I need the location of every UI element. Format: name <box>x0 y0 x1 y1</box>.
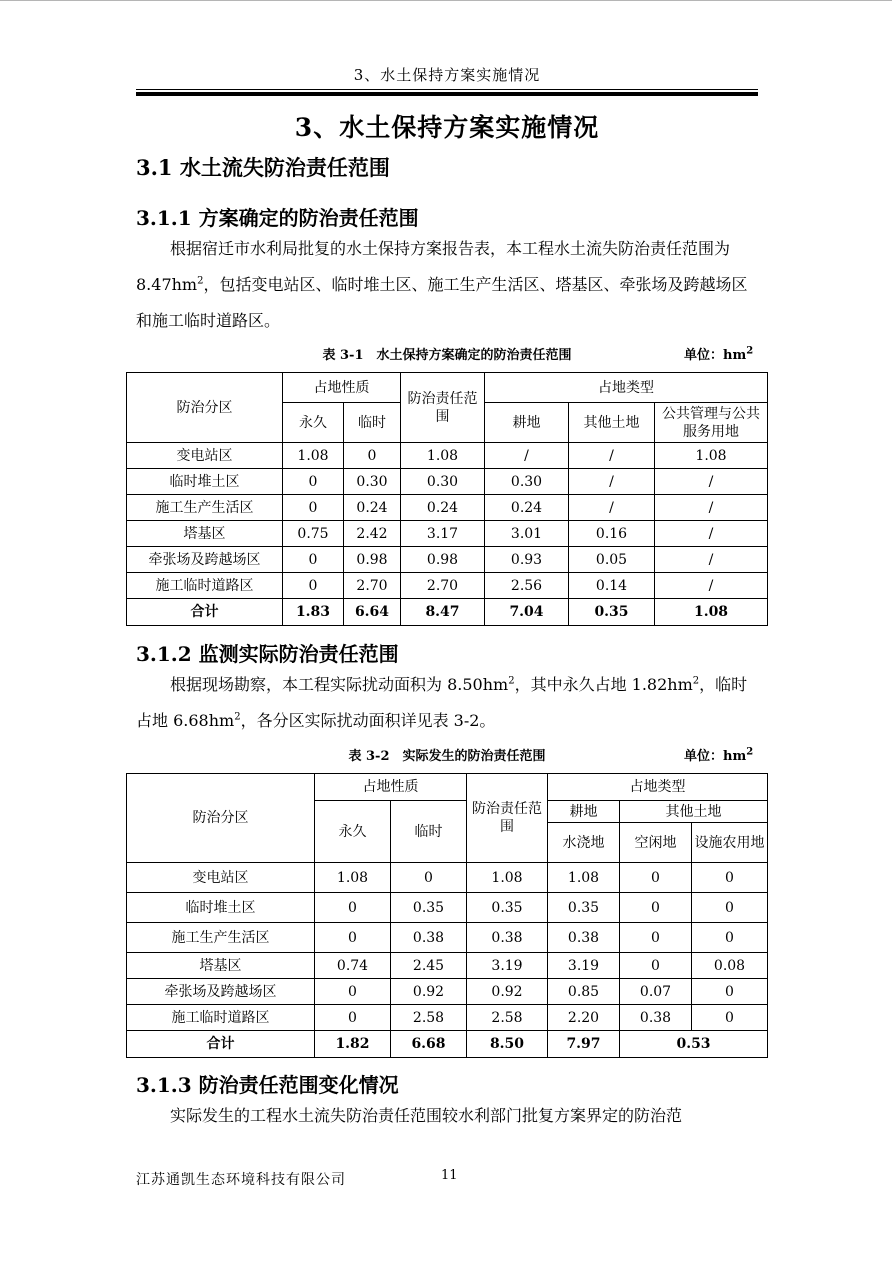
table-row <box>127 893 768 923</box>
header-cell: 耕地 <box>485 403 569 443</box>
table-cell: 0 <box>391 863 467 893</box>
table-cell: 0.53 <box>620 1031 768 1058</box>
paragraph-text: ，包括变电站区、临时堆土区、施工生产生活区、塔基区、牵张场及跨越场区和施工临时道路区。 <box>136 275 748 330</box>
table-cell: 0 <box>315 893 391 923</box>
table-1-unit <box>684 344 753 363</box>
header-cell: 公共管理与公共服务用地 <box>655 403 768 443</box>
table-cell: 0.75 <box>283 521 344 547</box>
header-cell: 空闲地 <box>620 823 692 863</box>
paragraph-text: ，各分区实际扰动面积详见表 3-2。 <box>240 711 496 730</box>
section-heading-3-1-2: 3.1.2 监测实际防治责任范围 <box>136 642 399 666</box>
header-cell: 临时 <box>344 403 401 443</box>
table-cell: 施工临时道路区 <box>127 1005 315 1031</box>
table-cell: 0.30 <box>485 469 569 495</box>
table-cell: / <box>569 495 655 521</box>
table-cell: 0 <box>344 443 401 469</box>
table-cell: 塔基区 <box>127 953 315 979</box>
table-cell: 牵张场及跨越场区 <box>127 979 315 1005</box>
section-heading-3-1: 3.1 水土流失防治责任范围 <box>136 155 390 180</box>
table-cell: 1.08 <box>655 443 768 469</box>
table-cell: 施工生产生活区 <box>127 495 283 521</box>
header-cell: 占地类型 <box>485 373 768 403</box>
header-cell: 永久 <box>283 403 344 443</box>
table-cell: 0 <box>283 495 344 521</box>
table-cell: 0 <box>315 979 391 1005</box>
table-cell: 8.50 <box>467 1031 548 1058</box>
table-cell: 临时堆土区 <box>127 469 283 495</box>
table-cell: 1.08 <box>548 863 620 893</box>
header-cell: 其他土地 <box>620 801 768 823</box>
table-cell: 施工临时道路区 <box>127 573 283 599</box>
table-cell: 0.98 <box>401 547 485 573</box>
paragraph-text: ，其中永久占地 1.82hm <box>514 675 693 694</box>
table-row <box>127 953 768 979</box>
table-cell: 0.08 <box>692 953 768 979</box>
table-cell: 1.08 <box>283 443 344 469</box>
table-cell: 2.58 <box>467 1005 548 1031</box>
table-cell: 0.30 <box>401 469 485 495</box>
table-cell: 0.24 <box>485 495 569 521</box>
table-row <box>127 469 768 495</box>
table-cell: 变电站区 <box>127 863 315 893</box>
header-cell: 防治责任范围 <box>467 774 548 863</box>
chapter-title: 3、水土保持方案实施情况 <box>294 113 600 142</box>
paragraph-text: ，临时占地 6.68hm <box>136 675 748 730</box>
superscript: 2 <box>197 275 204 287</box>
header-cell: 永久 <box>315 801 391 863</box>
table-cell: 0.38 <box>467 923 548 953</box>
header-rule-thick <box>136 92 758 96</box>
table-1-caption: 表 3-1 水土保持方案确定的防治责任范围 <box>322 348 572 363</box>
table-cell: 0.35 <box>391 893 467 923</box>
header-cell: 水浇地 <box>548 823 620 863</box>
page-edge-line <box>0 0 892 1</box>
table-cell: 0.92 <box>391 979 467 1005</box>
unit-label: 单位：hm <box>684 348 747 363</box>
table-cell: 0 <box>620 863 692 893</box>
table-cell: 0.92 <box>467 979 548 1005</box>
superscript: 2 <box>234 711 241 723</box>
running-header: 3、水土保持方案实施情况 <box>353 66 541 84</box>
table-cell: / <box>569 469 655 495</box>
section-heading-3-1-3: 3.1.3 防治责任范围变化情况 <box>136 1073 399 1097</box>
header-cell: 占地性质 <box>283 373 401 403</box>
table-cell: 6.68 <box>391 1031 467 1058</box>
table-cell: / <box>655 547 768 573</box>
header-cell: 防治分区 <box>127 774 315 863</box>
superscript: 2 <box>508 675 515 687</box>
header-cell: 临时 <box>391 801 467 863</box>
table-2-unit <box>684 745 753 764</box>
table-cell: 0 <box>620 953 692 979</box>
table-cell: / <box>655 495 768 521</box>
table-cell: 牵张场及跨越场区 <box>127 547 283 573</box>
table-cell: 3.19 <box>548 953 620 979</box>
table-cell: 0.35 <box>548 893 620 923</box>
table-cell: 0.85 <box>548 979 620 1005</box>
header-cell: 占地类型 <box>548 774 768 801</box>
footer-company: 江苏通凯生态环境科技有限公司 <box>136 1172 346 1188</box>
table-cell: 0.38 <box>391 923 467 953</box>
table-cell: 0 <box>315 923 391 953</box>
table-cell: 0.05 <box>569 547 655 573</box>
table-cell: 2.70 <box>401 573 485 599</box>
table-cell: 施工生产生活区 <box>127 923 315 953</box>
table-3-2 <box>126 773 768 1058</box>
table-cell: 2.70 <box>344 573 401 599</box>
table-row <box>127 573 768 599</box>
table-cell: 6.64 <box>344 599 401 626</box>
table-cell: 0.24 <box>401 495 485 521</box>
table-cell: 0.24 <box>344 495 401 521</box>
table-cell: 0 <box>692 863 768 893</box>
table-cell: 3.19 <box>467 953 548 979</box>
section-heading-3-1-1: 3.1.1 方案确定的防治责任范围 <box>136 206 419 230</box>
table-cell: / <box>569 443 655 469</box>
header-cell: 其他土地 <box>569 403 655 443</box>
paragraph-3-1-3 <box>136 1098 758 1134</box>
paragraph-3-1-1 <box>136 231 758 339</box>
table-cell: 1.08 <box>467 863 548 893</box>
table-cell: 0 <box>283 573 344 599</box>
table-row <box>127 521 768 547</box>
table-cell: 1.08 <box>655 599 768 626</box>
table-cell: / <box>655 521 768 547</box>
table-cell: 0 <box>620 893 692 923</box>
page-number: 11 <box>441 1168 458 1183</box>
table-cell: 1.08 <box>401 443 485 469</box>
table-row <box>127 923 768 953</box>
table-2-caption: 表 3-2 实际发生的防治责任范围 <box>348 749 546 764</box>
table-cell: 0 <box>692 979 768 1005</box>
table-cell: 0.14 <box>569 573 655 599</box>
unit-superscript: 2 <box>746 345 754 357</box>
table-row <box>127 495 768 521</box>
unit-label: 单位：hm <box>684 749 747 764</box>
table-cell: 8.47 <box>401 599 485 626</box>
table-cell: 0.74 <box>315 953 391 979</box>
table-cell: 0.07 <box>620 979 692 1005</box>
table-cell: 0 <box>620 923 692 953</box>
header-cell: 防治分区 <box>127 373 283 443</box>
table-cell: 合计 <box>127 1031 315 1058</box>
paragraph-text: 实际发生的工程水土流失防治责任范围较水利部门批复方案界定的防治范 <box>170 1106 683 1125</box>
table-cell: 7.97 <box>548 1031 620 1058</box>
table-cell: 0.35 <box>569 599 655 626</box>
table-cell: 7.04 <box>485 599 569 626</box>
table-cell: 0.38 <box>548 923 620 953</box>
table-cell: 0.35 <box>467 893 548 923</box>
table-row <box>127 443 768 469</box>
paragraph-text: 根据现场勘察，本工程实际扰动面积为 8.50hm <box>170 675 509 694</box>
table-cell: 0 <box>315 1005 391 1031</box>
table-row <box>127 547 768 573</box>
table-cell: 塔基区 <box>127 521 283 547</box>
table-cell: 0.98 <box>344 547 401 573</box>
unit-superscript: 2 <box>746 746 754 758</box>
table-cell: / <box>655 469 768 495</box>
table-total-row <box>127 599 768 626</box>
table-cell: 0 <box>692 893 768 923</box>
table-cell: 1.08 <box>315 863 391 893</box>
table-cell: 1.82 <box>315 1031 391 1058</box>
table-cell: 0.16 <box>569 521 655 547</box>
table-cell: 0 <box>283 547 344 573</box>
table-row <box>127 979 768 1005</box>
table-cell: 2.45 <box>391 953 467 979</box>
table-cell: 0.93 <box>485 547 569 573</box>
table-row <box>127 863 768 893</box>
table-cell: 0 <box>283 469 344 495</box>
table-cell: 临时堆土区 <box>127 893 315 923</box>
table-cell: 2.56 <box>485 573 569 599</box>
table-cell: 3.01 <box>485 521 569 547</box>
superscript: 2 <box>692 675 700 687</box>
paragraph-text: 根据宿迁市水利局批复的水土保持方案报告表，本工程水土流失防治责任范围为 8.47hm <box>136 239 731 294</box>
header-cell: 设施农用地 <box>692 823 768 863</box>
table-cell: 0.30 <box>344 469 401 495</box>
table-total-row <box>127 1031 768 1058</box>
table-cell: / <box>485 443 569 469</box>
table-cell: 2.58 <box>391 1005 467 1031</box>
table-cell: 2.20 <box>548 1005 620 1031</box>
table-cell: 2.42 <box>344 521 401 547</box>
table-row <box>127 1005 768 1031</box>
table-cell: 1.83 <box>283 599 344 626</box>
table-cell: 0.38 <box>620 1005 692 1031</box>
table-cell: 3.17 <box>401 521 485 547</box>
table-cell: 变电站区 <box>127 443 283 469</box>
header-rule <box>136 89 758 90</box>
header-cell: 防治责任范围 <box>401 373 485 443</box>
table-cell: 0 <box>692 923 768 953</box>
header-cell: 占地性质 <box>315 774 467 801</box>
table-cell: 合计 <box>127 599 283 626</box>
header-cell: 耕地 <box>548 801 620 823</box>
table-cell: / <box>655 573 768 599</box>
table-cell: 0 <box>692 1005 768 1031</box>
table-3-1 <box>126 372 768 626</box>
paragraph-3-1-2 <box>136 667 758 739</box>
